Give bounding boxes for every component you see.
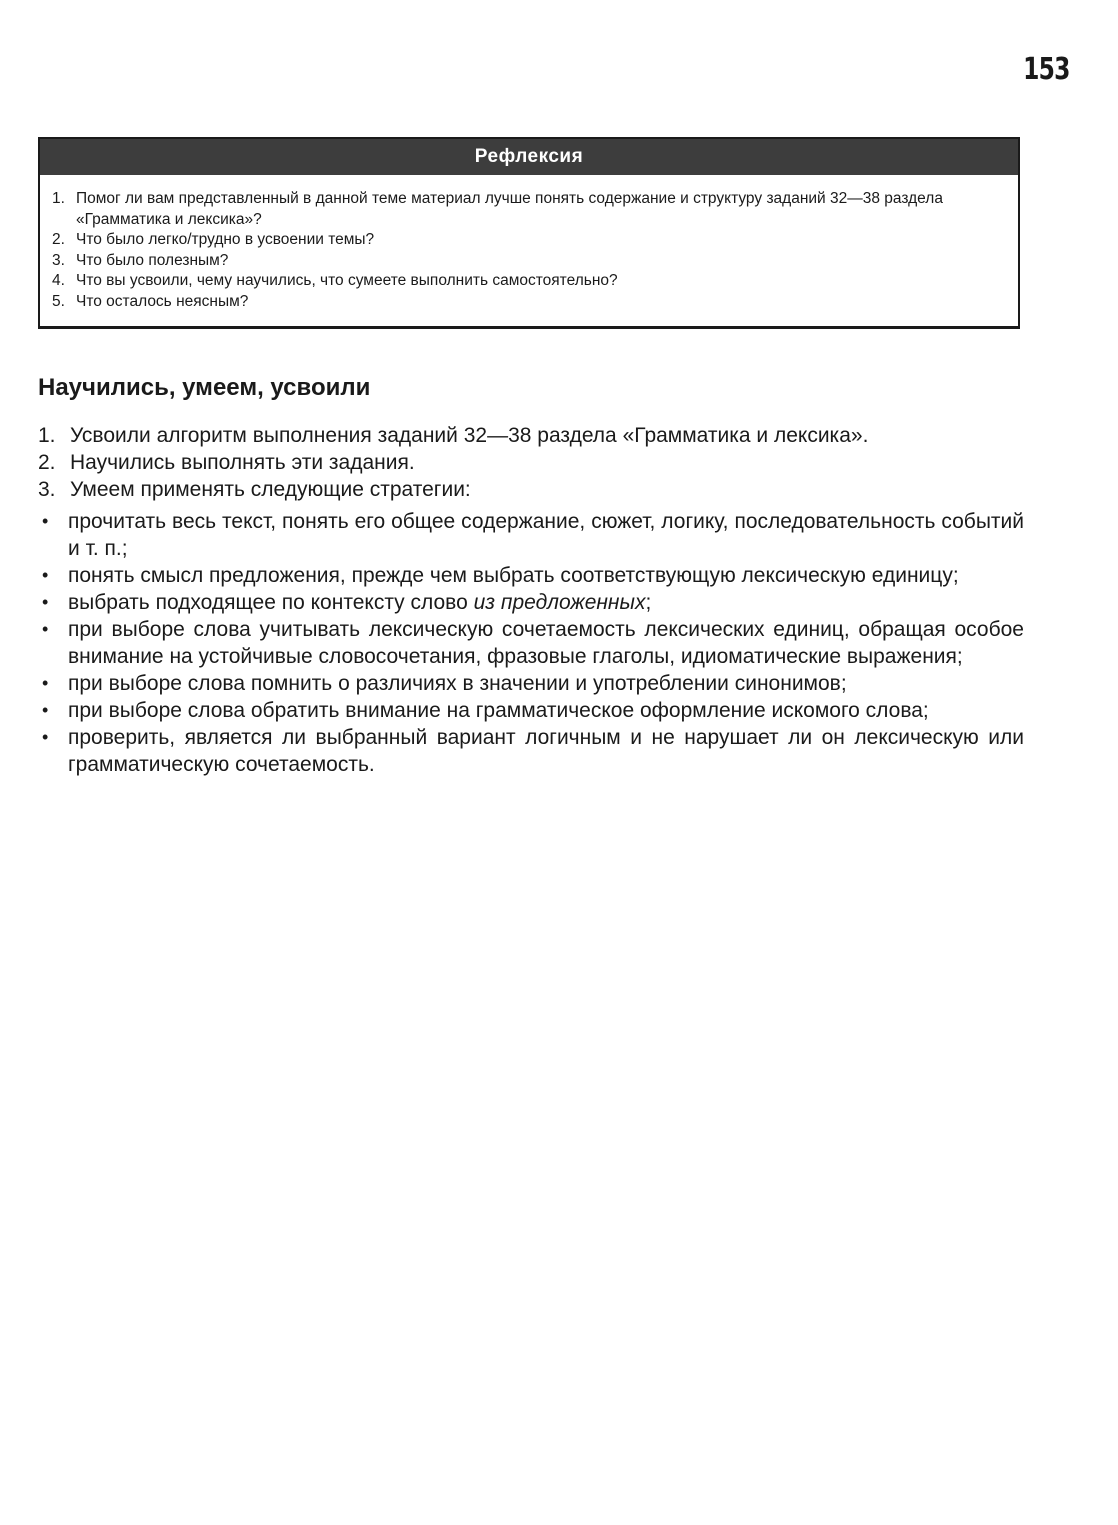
bullet-icon: • [42,592,49,612]
list-item: • при выборе слова учитывать лексическую сочетаемость лексических единиц, обращая особое внимание на устойчивые словосочетания, фразовые глаголы, идиоматические выражения; [42,618,1024,668]
list-item: 3. Умеем применять следующие стратегии: [38,478,471,501]
bullet-icon: • [42,619,49,639]
list-item: 3. Что было полезным? [52,251,229,269]
bullet-icon: • [42,700,49,720]
reflection-title: Рефлексия [40,139,1018,175]
list-item: 1. Помог ли вам представленный в данной теме материал лучше понять содержание и структуру заданий 32—38 раздела «Грамматика и лексика»? [52,190,943,228]
page-number: 153 [1023,52,1070,87]
learned-list [38,422,1024,503]
bullet-icon: • [42,565,49,585]
bullet-icon: • [42,727,49,747]
reflection-box [38,137,1020,329]
list-item: 2. Что было легко/трудно в усвоении темы? [52,231,375,248]
bullet-icon: • [42,511,49,531]
list-item: • при выборе слова обратить внимание на грамматическое оформление искомого слова; [42,699,929,722]
list-item: • выбрать подходящее по контексту слово из предложенных; [42,591,652,614]
reflection-list [40,175,1018,326]
strategy-list [42,508,1024,778]
list-item: 4. Что вы усвоили, чему научились, что сумеете выполнить самостоятельно? [52,272,618,289]
list-item: • прочитать весь текст, понять его общее содержание, сюжет, логику, последовательность событий и т. п.; [42,510,1024,560]
list-item: 2. Научились выполнять эти задания. [38,451,415,474]
bullet-icon: • [42,673,49,693]
list-item: • проверить, является ли выбранный вариант логичным и не нарушает ли он лексическую или грамматическую сочетаемость. [42,726,1024,776]
list-item: 1. Усвоили алгоритм выполнения заданий 32—38 раздела «Грамматика и лексика». [38,424,869,447]
list-item: 5. Что осталось неясным? [52,292,249,310]
list-item: • понять смысл предложения, прежде чем выбрать соответствующую лексическую единицу; [42,564,959,587]
section-title: Научились, умеем, усвоили [38,374,371,401]
list-item: • при выборе слова помнить о различиях в значении и употреблении синонимов; [42,672,847,695]
